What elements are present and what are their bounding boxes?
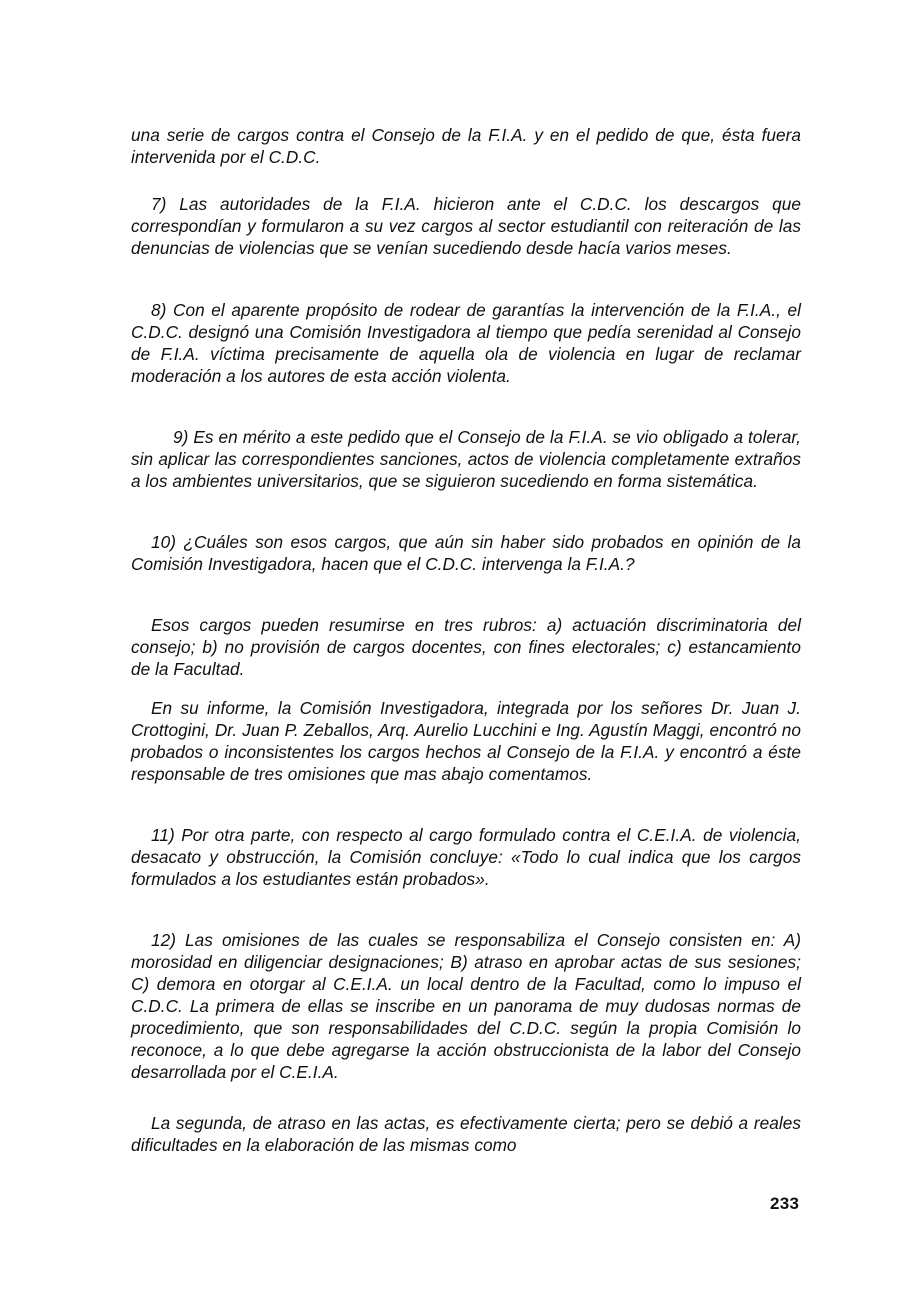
paragraph-segunda: La segunda, de atraso en las actas, es efectivamente cierta; pero se debió a reales dificultades en la elaboración de las mismas como [131,1113,801,1155]
paragraph-9: 9) Es en mérito a este pedido que el Consejo de la F.I.A. se vio obligado a tolerar, sin aplicar las correspondientes sanciones, actos de violencia completamente extraños a los ambientes universitarios, que se siguieron sucediendo en forma sistemática. [131,427,801,491]
paragraph-7: 7) Las autoridades de la F.I.A. hicieron ante el C.D.C. los descargos que correspondían y formularon a su vez cargos al sector estudiantil con reiteración de las denuncias de violencias que se venían sucediendo desde hacía varios meses. [131,194,801,258]
paragraph-cargos: Esos cargos pueden resumirse en tres rubros: a) actuación discriminatoria del consejo; b) no provisión de cargos docentes, con fines electorales; c) estancamiento de la Facultad. [131,615,801,679]
page-number: 233 [770,1194,800,1213]
paragraph-8: 8) Con el aparente propósito de rodear de garantías la intervención de la F.I.A., el C.D.C. designó una Comisión Investigadora al tiempo que pedía serenidad al Consejo de F.I.A. víctima precisamente de aquella ola de violencia en lugar de reclamar moderación a los autores de esta acción violenta. [131,300,801,386]
paragraph-informe: En su informe, la Comisión Investigadora, integrada por los señores Dr. Juan J. Crottogini, Dr. Juan P. Zeballos, Arq. Aurelio Lucchini e Ing. Agustín Maggi, encontró no probados o inconsistentes los cargos hechos al Consejo de la F.I.A. y encontró a éste responsable de tres omisiones que mas abajo comentamos. [131,698,801,784]
paragraph-11: 11) Por otra parte, con respecto al cargo formulado contra el C.E.I.A. de violencia, desacato y obstrucción, la Comisión concluye: «Todo lo cual indica que los cargos formulados a los estudiantes están probados». [131,825,801,889]
paragraph-intro: una serie de cargos contra el Consejo de la F.I.A. y en el pedido de que, ésta fuera intervenida por el C.D.C. [131,125,801,167]
paragraph-10: 10) ¿Cuáles son esos cargos, que aún sin haber sido probados en opinión de la Comisión Investigadora, hacen que el C.D.C. intervenga la F.I.A.? [131,532,801,574]
paragraph-12: 12) Las omisiones de las cuales se responsabiliza el Consejo consisten en: A) morosidad en diligenciar designaciones; B) atraso en aprobar actas de sus sesiones; C) demora en otorgar al C.E.I.A. un local dentro de la Facultad, como lo impuso el C.D.C. La primera de ellas se inscribe en un panorama de muy dudosas normas de procedimiento, que son responsabilidades del C.D.C. según la propia Comisión lo reconoce, a lo que debe agregarse la acción obstruccionista de la labor del Consejo desarrollada por el C.E.I.A. [131,930,801,1082]
